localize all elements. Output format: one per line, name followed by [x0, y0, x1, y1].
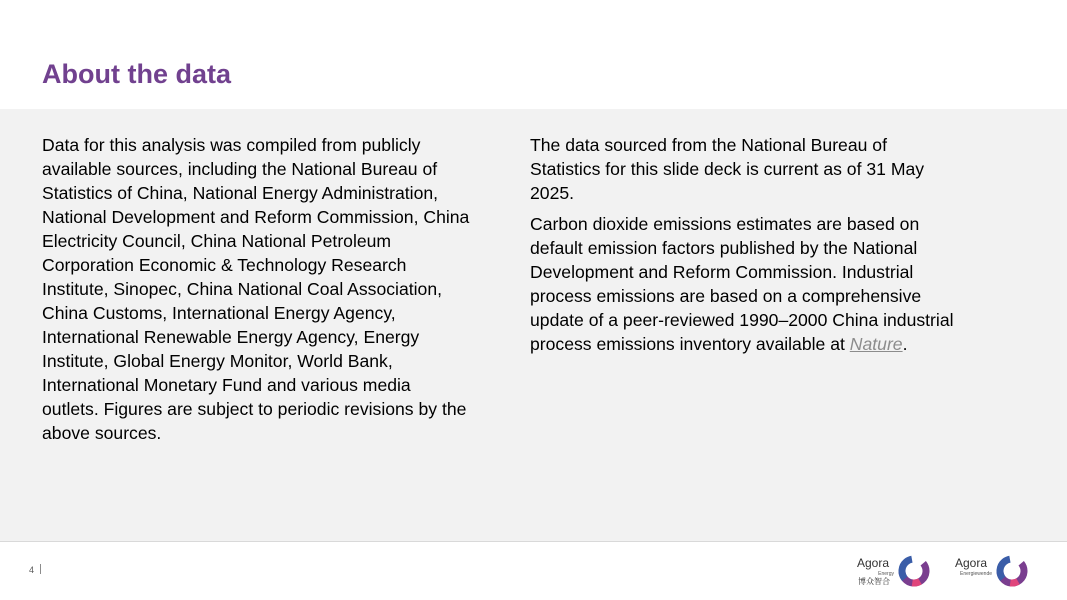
logo-subtitle: Energiewende	[960, 571, 992, 577]
emissions-paragraph	[530, 212, 960, 356]
agora-mark-icon	[898, 555, 930, 587]
page-number: 4	[29, 565, 35, 575]
logo-name: Agora	[857, 556, 890, 570]
nature-link[interactable]: Nature	[849, 334, 903, 354]
emissions-end: .	[902, 334, 908, 354]
logo-subtitle: Energy	[878, 571, 894, 577]
left-column	[42, 133, 472, 452]
footer-divider	[0, 541, 1067, 542]
agora-energiewende-logo	[955, 552, 1030, 590]
emissions-text: Carbon dioxide emissions estimates are based on default emission factors published by the National Development and Reform Commission. Industrial process emissions are based on a comprehensive update of a peer-reviewed 1990–2000 China industrial process emissions inventory available at	[530, 214, 954, 354]
currency-paragraph: The data sourced from the National Bureau of Statistics for this slide deck is current as of 31 May 2025.	[530, 135, 925, 203]
page-title: About the data	[42, 59, 231, 89]
page-number-separator	[40, 564, 41, 574]
agora-mark-icon	[996, 555, 1028, 587]
content-band	[0, 109, 1067, 541]
agora-energy-logo	[857, 552, 932, 590]
logo-chinese-name: 博众智合	[858, 577, 890, 586]
right-column	[530, 133, 960, 363]
sources-paragraph: Data for this analysis was compiled from publicly available sources, including the National Bureau of Statistics of China, National Energy Administration, National Development and Reform Commission, China Electricity Council, China National Petroleum Corporation Economic & Technology Research Institute, Sinopec, China National Coal Association, China Customs, International Energy Agency, International Renewable Energy Agency, Energy Institute, Global Energy Monitor, World Bank, International Monetary Fund and various media outlets. Figures are subject to periodic revisions by the above sources.	[42, 135, 470, 443]
logo-name: Agora	[955, 556, 988, 570]
